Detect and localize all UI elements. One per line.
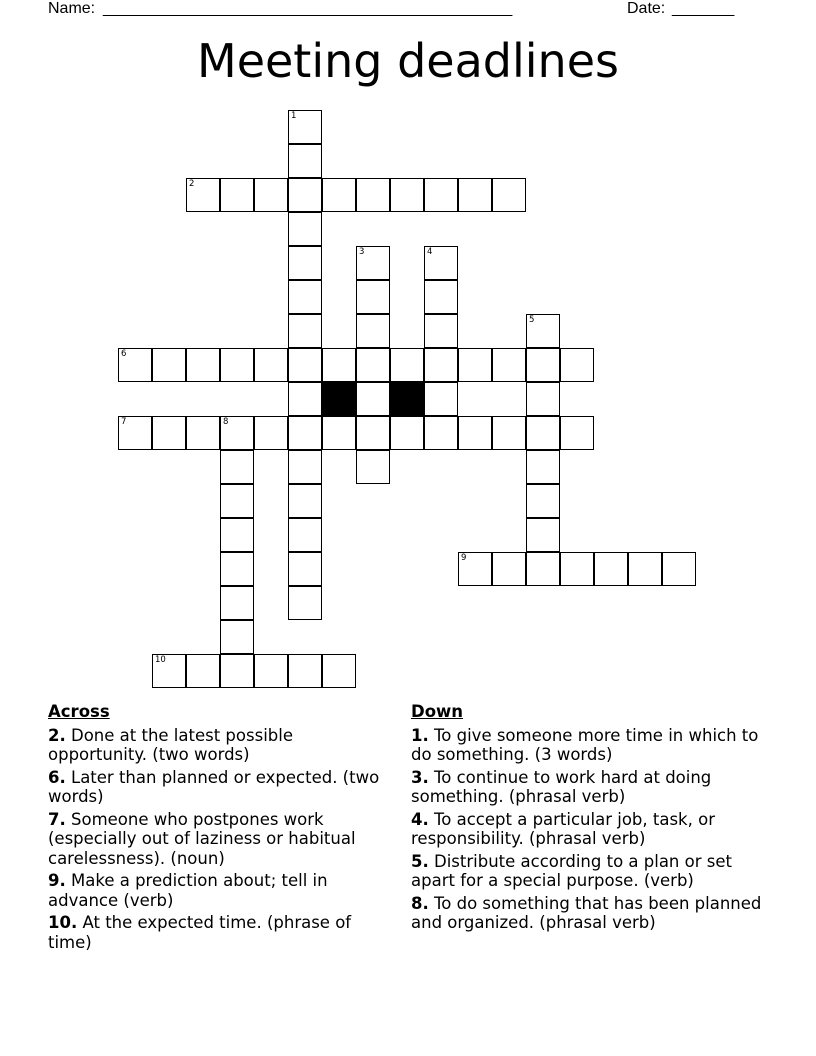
grid-cell[interactable]	[152, 416, 186, 450]
date-label: Date:	[627, 0, 666, 17]
grid-cell[interactable]	[288, 212, 322, 246]
page-title: Meeting deadlines	[197, 34, 619, 88]
clue-number-label: 1	[291, 111, 297, 121]
clue-number: 2.	[48, 725, 66, 745]
grid-cell[interactable]	[288, 416, 322, 450]
down-clue	[411, 894, 771, 933]
name-label: Name:	[48, 0, 96, 17]
grid-cell[interactable]	[254, 654, 288, 688]
grid-cell[interactable]	[322, 416, 356, 450]
grid-cell[interactable]	[220, 586, 254, 620]
across-clue	[48, 810, 388, 869]
grid-cell[interactable]	[356, 280, 390, 314]
clue-number: 5.	[411, 851, 429, 871]
grid-cell[interactable]	[526, 314, 560, 348]
grid-cell[interactable]	[458, 552, 492, 586]
grid-cell[interactable]	[628, 552, 662, 586]
across-clue	[48, 726, 388, 765]
grid-cell[interactable]	[288, 484, 322, 518]
down-clue	[411, 810, 771, 849]
grid-cell[interactable]	[594, 552, 628, 586]
grid-cell[interactable]	[662, 552, 696, 586]
clue-text: Make a prediction about; tell in advance (verb)	[48, 871, 328, 910]
clue-text: To accept a particular job, task, or responsibility. (phrasal verb)	[411, 809, 715, 848]
grid-cell[interactable]	[390, 416, 424, 450]
across-clue	[48, 913, 388, 952]
grid-cell[interactable]	[220, 620, 254, 654]
grid-cell[interactable]	[220, 654, 254, 688]
clue-text: At the expected time. (phrase of time)	[48, 913, 352, 952]
grid-cell[interactable]	[424, 246, 458, 280]
grid-cell[interactable]	[560, 348, 594, 382]
grid-cell[interactable]	[526, 484, 560, 518]
grid-cell[interactable]	[220, 552, 254, 586]
grid-cell[interactable]	[560, 552, 594, 586]
grid-cell[interactable]	[322, 654, 356, 688]
grid-cell[interactable]	[424, 382, 458, 416]
grid-cell[interactable]	[526, 348, 560, 382]
grid-cell[interactable]	[458, 416, 492, 450]
grid-cell[interactable]	[220, 178, 254, 212]
clue-number: 6.	[48, 767, 66, 787]
grid-cell[interactable]	[492, 178, 526, 212]
across-clues	[48, 702, 388, 955]
grid-cell[interactable]	[356, 416, 390, 450]
black-square	[322, 382, 356, 416]
across-clue	[48, 768, 388, 807]
down-heading: Down	[411, 702, 464, 721]
grid-cell[interactable]	[220, 484, 254, 518]
grid-cell[interactable]	[322, 178, 356, 212]
clue-text: Someone who postpones work (especially out of laziness or habitual carelessness). (noun)	[48, 809, 356, 868]
clue-text: To continue to work hard at doing something. (phrasal verb)	[411, 767, 712, 806]
down-clue	[411, 852, 771, 891]
clue-number: 4.	[411, 809, 429, 829]
clue-number: 7.	[48, 809, 66, 829]
grid-cell[interactable]	[220, 518, 254, 552]
grid-cell[interactable]	[288, 144, 322, 178]
clue-number: 1.	[411, 725, 429, 745]
grid-cell[interactable]	[186, 348, 220, 382]
clue-number-label: 8	[223, 417, 229, 427]
grid-cell[interactable]	[526, 416, 560, 450]
grid-cell[interactable]	[424, 416, 458, 450]
grid-cell[interactable]	[220, 450, 254, 484]
grid-cell[interactable]	[220, 416, 254, 450]
grid-cell[interactable]	[288, 518, 322, 552]
grid-cell[interactable]	[356, 348, 390, 382]
grid-cell[interactable]	[118, 416, 152, 450]
down-clue	[411, 768, 771, 807]
grid-cell[interactable]	[424, 178, 458, 212]
grid-cell[interactable]	[288, 450, 322, 484]
grid-cell[interactable]	[288, 382, 322, 416]
clue-number-label: 3	[359, 247, 365, 257]
grid-cell[interactable]	[356, 314, 390, 348]
grid-cell[interactable]	[526, 518, 560, 552]
clue-text: Later than planned or expected. (two words)	[48, 767, 380, 806]
across-clue	[48, 871, 388, 910]
grid-cell[interactable]	[288, 552, 322, 586]
grid-cell[interactable]	[458, 178, 492, 212]
grid-cell[interactable]	[560, 416, 594, 450]
clue-number: 8.	[411, 893, 429, 913]
down-clues	[411, 702, 771, 936]
grid-cell[interactable]	[424, 314, 458, 348]
grid-cell[interactable]	[356, 450, 390, 484]
clue-number-label: 10	[155, 655, 166, 665]
grid-cell[interactable]	[424, 348, 458, 382]
grid-cell[interactable]	[254, 178, 288, 212]
grid-cell[interactable]	[526, 552, 560, 586]
grid-cell[interactable]	[288, 178, 322, 212]
grid-cell[interactable]	[152, 654, 186, 688]
name-blank-line: ______________________________________________	[103, 0, 513, 17]
grid-cell[interactable]	[288, 348, 322, 382]
date-blank-line: _______	[672, 0, 735, 17]
grid-cell[interactable]	[220, 348, 254, 382]
grid-cell[interactable]	[390, 178, 424, 212]
grid-cell[interactable]	[118, 348, 152, 382]
clue-number-label: 7	[121, 417, 127, 427]
across-heading: Across	[48, 702, 110, 721]
grid-cell[interactable]	[288, 314, 322, 348]
grid-cell[interactable]	[492, 348, 526, 382]
clue-number-label: 2	[189, 179, 195, 189]
grid-cell[interactable]	[288, 586, 322, 620]
grid-cell[interactable]	[390, 348, 424, 382]
clue-number-label: 6	[121, 349, 127, 359]
grid-cell[interactable]	[186, 654, 220, 688]
clue-text: To give someone more time in which to do something. (3 words)	[411, 725, 759, 764]
grid-cell[interactable]	[186, 416, 220, 450]
clue-number-label: 4	[427, 247, 433, 257]
down-clue	[411, 726, 771, 765]
grid-cell[interactable]	[424, 280, 458, 314]
grid-cell[interactable]	[288, 246, 322, 280]
black-square	[390, 382, 424, 416]
grid-cell[interactable]	[356, 178, 390, 212]
clue-number-label: 5	[529, 315, 535, 325]
grid-cell[interactable]	[254, 348, 288, 382]
grid-cell[interactable]	[288, 654, 322, 688]
grid-cell[interactable]	[186, 178, 220, 212]
grid-cell[interactable]	[288, 110, 322, 144]
clue-text: To do something that has been planned and organized. (phrasal verb)	[411, 893, 762, 932]
grid-cell[interactable]	[254, 416, 288, 450]
grid-cell[interactable]	[492, 416, 526, 450]
clue-text: Done at the latest possible opportunity. (two words)	[48, 725, 293, 764]
grid-cell[interactable]	[356, 382, 390, 416]
clue-text: Distribute according to a plan or set apart for a special purpose. (verb)	[411, 851, 732, 890]
grid-cell[interactable]	[492, 552, 526, 586]
grid-cell[interactable]	[288, 280, 322, 314]
clue-number: 10.	[48, 913, 78, 932]
grid-cell[interactable]	[322, 348, 356, 382]
grid-cell[interactable]	[152, 348, 186, 382]
clue-number: 9.	[48, 871, 66, 890]
grid-cell[interactable]	[356, 246, 390, 280]
grid-cell[interactable]	[526, 382, 560, 416]
grid-cell[interactable]	[526, 450, 560, 484]
grid-cell[interactable]	[458, 348, 492, 382]
clue-number: 3.	[411, 767, 429, 787]
clue-number-label: 9	[461, 553, 467, 563]
